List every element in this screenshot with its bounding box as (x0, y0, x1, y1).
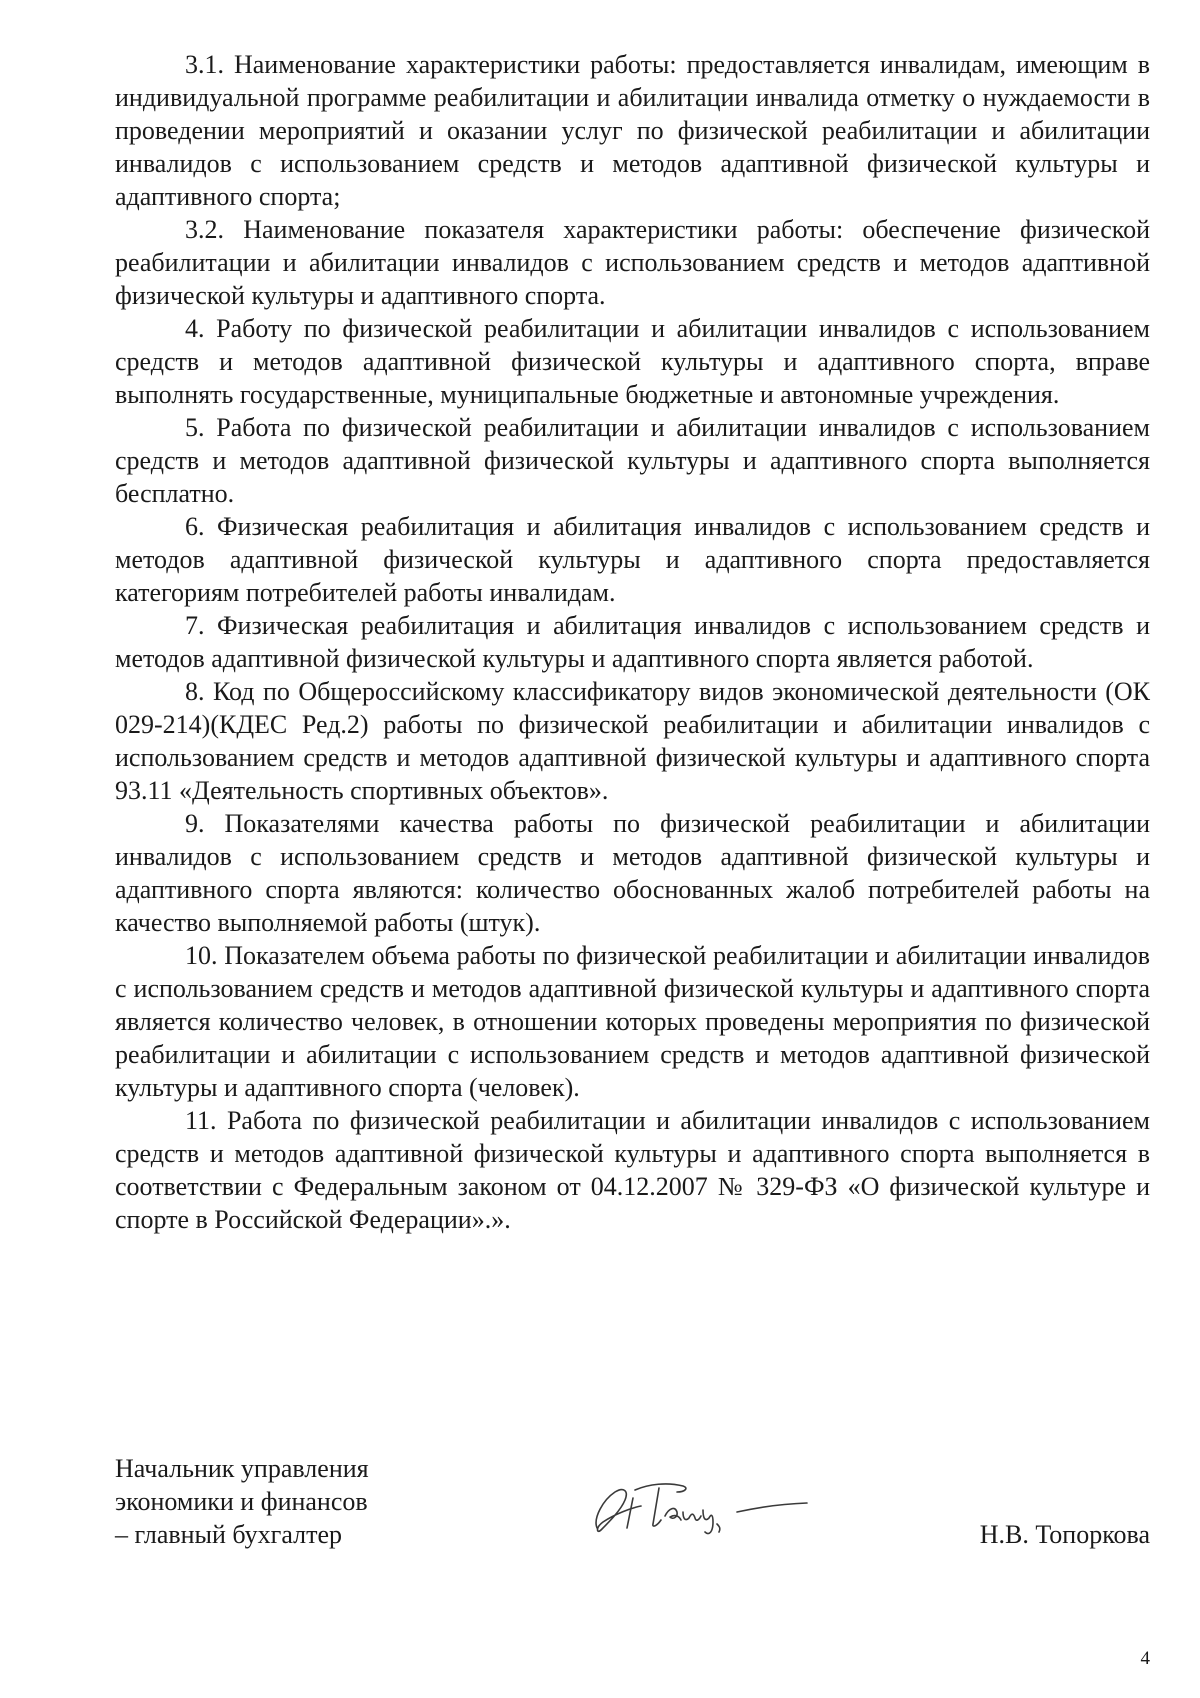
paragraph-9: 9. Показателями качества работы по физической реабилитации и абилитации инвалидов с использованием средств и методов адаптивной физической культуры и адаптивного спорта являются: количество обоснованных жалоб потребителей работы на качество выполняемой работы (штук). (115, 809, 1150, 937)
signer-position-line: Начальник управления (115, 1454, 369, 1483)
page-number: 4 (1140, 1648, 1150, 1669)
paragraph-3-2: 3.2. Наименование показателя характеристики работы: обеспечение физической реабилитации и абилитации инвалидов с использованием средств и методов адаптивной физической культуры и адаптивного спорта. (115, 215, 1150, 310)
paragraph-8: 8. Код по Общероссийскому классификатору видов экономической деятельности (ОК 029-214)(КДЕС Ред.2) работы по физической реабилитации и абилитации инвалидов с использованием средств и методов адаптивной физической культуры и адаптивного спорта 93.11 «Деятельность спортивных объектов». (115, 677, 1150, 805)
signature-block (115, 1452, 1150, 1562)
paragraph-11: 11. Работа по физической реабилитации и абилитации инвалидов с использованием средств и методов адаптивной физической культуры и адаптивного спорта выполняется в соответствии с Федеральным законом от 04.12.2007 № 329-ФЗ «О физической культуре и спорте в Российской Федерации».». (115, 1106, 1150, 1234)
signer-position-line: экономики и финансов (115, 1487, 368, 1516)
paragraph-5: 5. Работа по физической реабилитации и абилитации инвалидов с использованием средств и методов адаптивной физической культуры и адаптивного спорта выполняется бесплатно. (115, 413, 1150, 508)
signer-name: Н.В. Топоркова (979, 1520, 1150, 1549)
document-body (115, 48, 1150, 1236)
signer-position (115, 1452, 435, 1551)
paragraph-7: 7. Физическая реабилитация и абилитация инвалидов с использованием средств и методов адаптивной физической культуры и адаптивного спорта является работой. (115, 611, 1150, 673)
paragraph-3-1: 3.1. Наименование характеристики работы: предоставляется инвалидам, имеющим в индивидуальной программе реабилитации и абилитации инвалида отметку о нуждаемости в проведении мероприятий и оказании услуг по физической реабилитации и абилитации инвалидов с использованием средств и методов адаптивной физической культуры и адаптивного спорта; (115, 50, 1150, 211)
handwritten-signature (575, 1470, 815, 1545)
paragraph-6: 6. Физическая реабилитация и абилитация инвалидов с использованием средств и методов адаптивной физической культуры и адаптивного спорта предоставляется категориям потребителей работы инвалидам. (115, 512, 1150, 607)
signer-position-line: – главный бухгалтер (115, 1520, 342, 1549)
paragraph-10: 10. Показателем объема работы по физической реабилитации и абилитации инвалидов с использованием средств и методов адаптивной физической культуры и адаптивного спорта является количество человек, в отношении которых проведены мероприятия по физической реабилитации и абилитации с использованием средств и методов адаптивной физической культуры и адаптивного спорта (человек). (115, 941, 1150, 1102)
paragraph-4: 4. Работу по физической реабилитации и абилитации инвалидов с использованием средств и методов адаптивной физической культуры и адаптивного спорта, вправе выполнять государственные, муниципальные бюджетные и автономные учреждения. (115, 314, 1150, 409)
